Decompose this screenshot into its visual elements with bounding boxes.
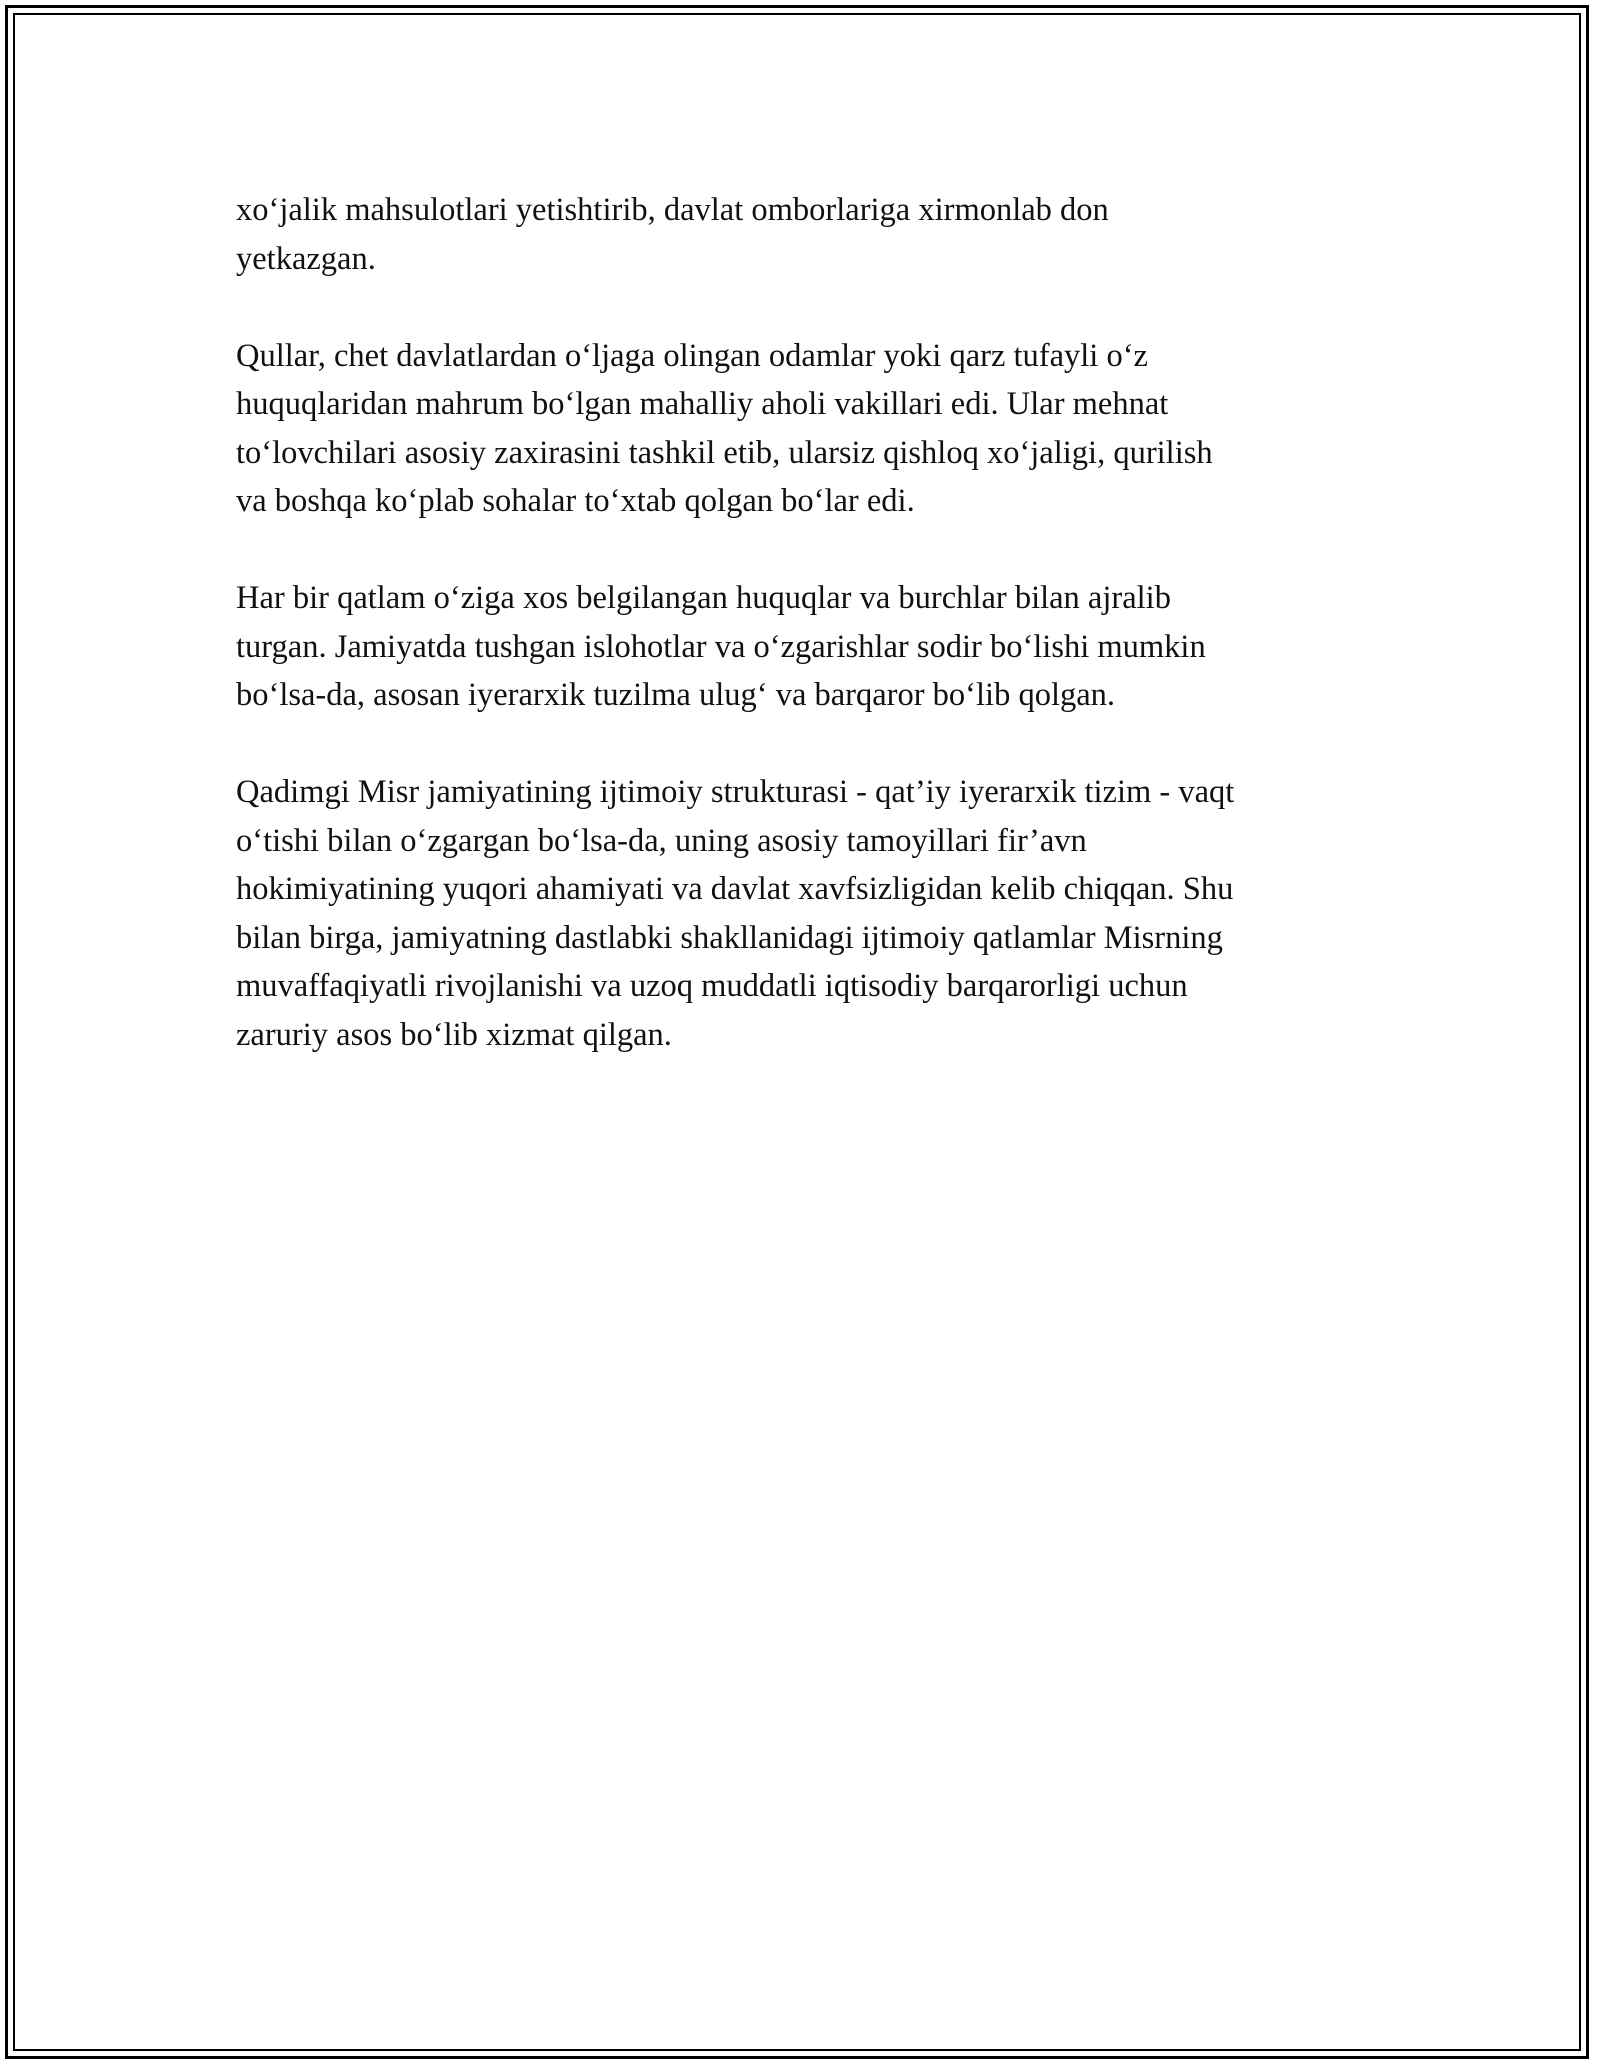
page-body bbox=[236, 186, 1376, 1108]
paragraph: xo‘jalik mahsulotlari yetishtirib, davlat omborlariga xirmonlab don yetkazgan. bbox=[236, 192, 1109, 277]
paragraph: Qullar, chet davlatlardan o‘ljaga olingan odamlar yoki qarz tufayli o‘z huquqlaridan mahrum bo‘lgan mahalliy aholi vakillari edi. Ular mehnat to‘lovchilari asosiy zaxirasini tashkil etib, ularsiz qishloq xo‘jaligi, qurilish va boshqa ko‘plab sohalar to‘xtab qolgan bo‘lar edi. bbox=[236, 337, 1213, 519]
paragraph: Qadimgi Misr jamiyatining ijtimoiy strukturasi - qat’iy iyerarxik tizim - vaqt o‘tishi bilan o‘zgargan bo‘lsa-da, uning asosiy tamoyillari fir’avn hokimiyatining yuqori ahamiyati va davlat xavfsizligidan kelib chiqqan. Shu bilan birga, jamiyatning dastlabki shakllanidagi ijtimoiy qatlamlar Misrning muvaffaqiyatli rivojlanishi va uzoq muddatli iqtisodiy barqarorligi uchun zaruriy asos bo‘lib xizmat qilgan. bbox=[236, 774, 1235, 1053]
paragraph: Har bir qatlam o‘ziga xos belgilangan huquqlar va burchlar bilan ajralib turgan. Jamiyatda tushgan islohotlar va o‘zgarishlar sodir bo‘lishi mumkin bo‘lsa-da, asosan iyerarxik tuzilma ulug‘ va barqaror bo‘lib qolgan. bbox=[236, 580, 1206, 713]
